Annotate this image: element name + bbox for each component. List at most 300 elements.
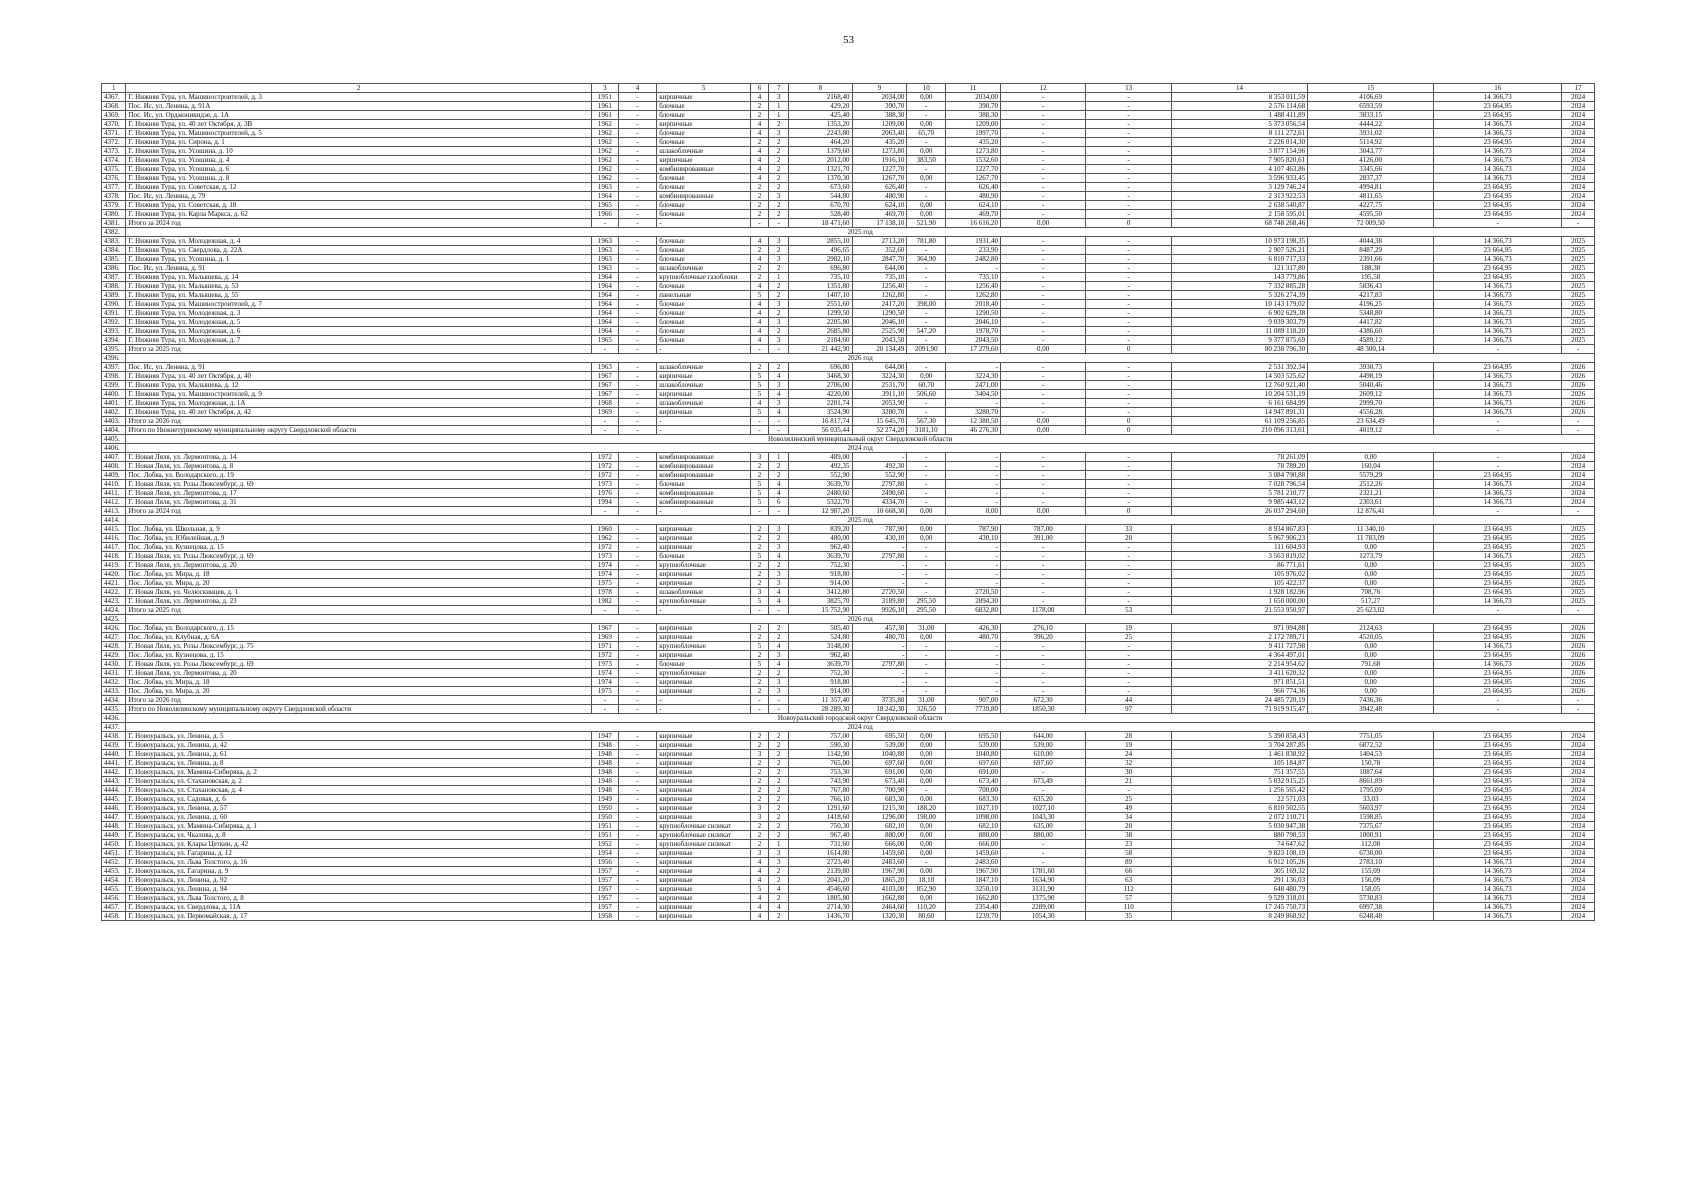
table-cell: кирпичные [657, 894, 751, 903]
table-cell: 700,00 [946, 786, 1001, 795]
table-cell: - [750, 606, 768, 615]
table-cell: Г. Новоуральск, ул. Мамина-Сибиряка, д. 2 [126, 768, 592, 777]
table-cell: - [852, 678, 907, 687]
table-cell: 1239,70 [946, 912, 1001, 921]
table-cell: 2999,70 [1308, 399, 1434, 408]
table-cell: - [852, 570, 907, 579]
table-cell: - [769, 705, 789, 714]
table-cell: 4372. [102, 138, 126, 147]
table-cell: Итого за 2026 год [126, 696, 592, 705]
table-cell: блочные [657, 480, 751, 489]
table-cell: 5 [750, 489, 768, 498]
table-cell: - [618, 264, 657, 273]
table-cell: 429,20 [789, 102, 852, 111]
table-cell: 4220,00 [789, 390, 852, 399]
table-cell: 1 256 565,42 [1171, 786, 1307, 795]
table-cell: 2 [750, 273, 768, 282]
table-cell: 539,00 [852, 741, 907, 750]
table-cell: 25 623,02 [1308, 606, 1434, 615]
table-cell: - [907, 498, 946, 507]
table-cell: 6872,52 [1308, 741, 1434, 750]
table-cell: 23 634,49 [1308, 417, 1434, 426]
table-cell: 2026 [1562, 678, 1595, 687]
table-cell: 156,09 [1308, 876, 1434, 885]
table-cell: 143 779,86 [1171, 273, 1307, 282]
table-cell: 23 664,95 [1434, 768, 1562, 777]
table-cell: - [1086, 273, 1171, 282]
table-cell: - [618, 669, 657, 678]
table-cell: 4374. [102, 156, 126, 165]
table-cell: 11 089 118,20 [1171, 327, 1307, 336]
table-cell: 1967 [592, 390, 618, 399]
table-cell: 10 668,30 [852, 507, 907, 516]
table-cell: 2 [769, 147, 789, 156]
table-cell: - [1434, 696, 1562, 705]
table-cell: Г. Нижняя Тура, ул. Малышева, д. 12 [126, 381, 592, 390]
table-cell: 14 366,73 [1434, 642, 1562, 651]
table-cell: 1964 [592, 282, 618, 291]
table-cell: - [618, 345, 657, 354]
table-cell: - [1000, 183, 1085, 192]
table-cell: 2026 год [126, 354, 1595, 363]
table-cell: - [618, 273, 657, 282]
table-cell: 4393. [102, 327, 126, 336]
table-cell: 4378. [102, 192, 126, 201]
table-cell: 5 832 915,25 [1171, 777, 1307, 786]
table-cell: 4421. [102, 579, 126, 588]
table-cell: 2024 [1562, 147, 1595, 156]
table-cell: 635,20 [1000, 795, 1085, 804]
table-cell: - [1086, 786, 1171, 795]
table-cell: 10 204 531,19 [1171, 390, 1307, 399]
table-cell: - [657, 606, 751, 615]
table-cell: 2201,74 [789, 399, 852, 408]
table-cell: Новоуральский городской округ Свердловской области [126, 714, 1595, 723]
table-cell: 0,00 [1308, 570, 1434, 579]
table-cell: 12 987,20 [789, 507, 852, 516]
table-cell: кирпичные [657, 633, 751, 642]
table-cell: 2024 [1562, 480, 1595, 489]
table-cell: 918,80 [789, 570, 852, 579]
table-cell: - [1000, 687, 1085, 696]
table-cell: - [618, 732, 657, 741]
table-cell: 5040,46 [1308, 381, 1434, 390]
table-row [102, 183, 1595, 192]
table-cell: 14 366,73 [1434, 408, 1562, 417]
table-row [102, 687, 1595, 696]
table-cell: - [1562, 417, 1595, 426]
table-cell: 23 664,95 [1434, 669, 1562, 678]
table-cell: 4406. [102, 444, 126, 453]
table-cell: 4 [750, 867, 768, 876]
table-cell: - [592, 417, 618, 426]
table-cell: 2797,80 [852, 552, 907, 561]
table-cell: 23 664,95 [1434, 273, 1562, 282]
table-cell: блочные [657, 255, 751, 264]
table-cell: 735,10 [946, 273, 1001, 282]
table-cell: - [618, 795, 657, 804]
table-cell: 14 947 891,31 [1171, 408, 1307, 417]
table-cell: комбинированные [657, 165, 751, 174]
table-cell: 2026 [1562, 651, 1595, 660]
table-cell: 2025 год [126, 228, 1595, 237]
table-cell: - [1000, 327, 1085, 336]
table-cell: 2 [769, 867, 789, 876]
table-cell: 3639,70 [789, 480, 852, 489]
table-cell: 5 [750, 372, 768, 381]
table-cell: - [1434, 426, 1562, 435]
table-cell: 14 366,73 [1434, 597, 1562, 606]
table-cell: 1227,70 [852, 165, 907, 174]
table-cell: 2026 [1562, 669, 1595, 678]
table-cell: - [618, 462, 657, 471]
table-cell: - [618, 777, 657, 786]
table-cell: 2024 [1562, 867, 1595, 876]
table-cell: 4 [750, 93, 768, 102]
table-cell: - [618, 309, 657, 318]
table-row [102, 345, 1595, 354]
table-cell: - [946, 651, 1001, 660]
table-cell: 2 [750, 210, 768, 219]
table-row [102, 804, 1595, 813]
table-cell: 914,00 [789, 579, 852, 588]
table-cell: 2026 [1562, 687, 1595, 696]
table-cell: 1975 [592, 579, 618, 588]
table-cell: 2 [769, 831, 789, 840]
table-cell: шлакоблочные [657, 588, 751, 597]
table-cell: - [1086, 327, 1171, 336]
table-cell: - [1086, 129, 1171, 138]
table-row [102, 462, 1595, 471]
table-cell: кирпичные [657, 849, 751, 858]
table-row [102, 210, 1595, 219]
table-cell: 962,40 [789, 651, 852, 660]
table-cell: Г. Нижняя Тура, ул. Сирона, д. 1 [126, 138, 592, 147]
table-cell: - [1086, 471, 1171, 480]
table-cell: 2025 [1562, 552, 1595, 561]
table-cell: 2063,40 [852, 129, 907, 138]
table-cell: 4 [750, 894, 768, 903]
table-cell: 2046,10 [852, 318, 907, 327]
table-cell: 2 [750, 201, 768, 210]
table-cell: Г. Новая Ляля, ул. Лермонтова, д. 8 [126, 462, 592, 471]
table-cell: 2 [750, 561, 768, 570]
table-cell: кирпичные [657, 858, 751, 867]
table-cell: 552,90 [789, 471, 852, 480]
table-cell: 295,50 [907, 597, 946, 606]
table-cell: 5114,92 [1308, 138, 1434, 147]
table-cell: 4217,83 [1308, 291, 1434, 300]
table-cell: 0,00 [1000, 219, 1085, 228]
table-row [102, 426, 1595, 435]
table-cell: 2 [750, 138, 768, 147]
table-cell: 352,60 [852, 246, 907, 255]
table-cell: - [1000, 255, 1085, 264]
table-row [102, 795, 1595, 804]
table-cell: 326,50 [907, 705, 946, 714]
table-cell: Г. Новая Ляля, ул. Лермонтова, д. 20 [126, 669, 592, 678]
table-cell: 1351,80 [789, 282, 852, 291]
table-row [102, 192, 1595, 201]
table-cell: 34 [1086, 813, 1171, 822]
table-cell: 3181,10 [907, 426, 946, 435]
table-cell: 23 664,95 [1434, 687, 1562, 696]
table-cell: 2024 [1562, 912, 1595, 921]
table-cell: 3 [769, 129, 789, 138]
table-cell: 14 503 525,62 [1171, 372, 1307, 381]
table-cell: 1963 [592, 183, 618, 192]
table-cell: 1976 [592, 489, 618, 498]
table-cell: 4402. [102, 408, 126, 417]
table-cell: 2490,60 [852, 489, 907, 498]
table-cell: - [618, 687, 657, 696]
table-cell: - [852, 543, 907, 552]
table-cell: - [1086, 201, 1171, 210]
table-cell: кирпичные [657, 579, 751, 588]
table-cell: - [618, 813, 657, 822]
table-cell: 2024 [1562, 849, 1595, 858]
table-cell: 2025 [1562, 579, 1595, 588]
table-cell: 1950 [592, 804, 618, 813]
table-cell: 4106,69 [1308, 93, 1434, 102]
table-cell: 2 [750, 543, 768, 552]
table-cell: комбинированные [657, 489, 751, 498]
table-row [102, 831, 1595, 840]
table-cell: 4498,19 [1308, 372, 1434, 381]
table-cell: 2 [769, 777, 789, 786]
table-cell: 6730,00 [1308, 849, 1434, 858]
table-cell: 2026 [1562, 363, 1595, 372]
table-cell: - [750, 705, 768, 714]
table-cell: - [1562, 705, 1595, 714]
table-cell: - [592, 507, 618, 516]
table-cell: - [1086, 687, 1171, 696]
table-cell: - [618, 597, 657, 606]
table-cell: Пос. Лобва, ул. Клубная, д. 6А [126, 633, 592, 642]
table-cell: 1968 [592, 399, 618, 408]
table-cell: 0,00 [907, 840, 946, 849]
table-cell: - [852, 561, 907, 570]
table-cell: 2 [769, 291, 789, 300]
table-cell: 0,00 [907, 525, 946, 534]
table-cell: 2797,80 [852, 660, 907, 669]
table-cell: - [618, 210, 657, 219]
table-cell: 5 [750, 597, 768, 606]
table-cell: 435,20 [946, 138, 1001, 147]
table-cell: Г. Новоуральск, ул. Ленина, д. 57 [126, 804, 592, 813]
table-cell: 388,30 [852, 111, 907, 120]
table-cell: 2025 [1562, 273, 1595, 282]
table-cell: 1532,60 [946, 156, 1001, 165]
table-cell: 4411. [102, 489, 126, 498]
table-cell: 11 340,10 [1308, 525, 1434, 534]
table-row [102, 750, 1595, 759]
table-cell: - [946, 480, 1001, 489]
table-cell: 9 039 303,79 [1171, 318, 1307, 327]
table-cell: 2 [750, 363, 768, 372]
table-cell: 1662,80 [946, 894, 1001, 903]
table-cell: 5 [750, 885, 768, 894]
table-cell: 1098,00 [946, 813, 1001, 822]
table-cell: 2025 [1562, 318, 1595, 327]
table-cell: 1916,10 [852, 156, 907, 165]
table-cell: 1273,79 [1308, 552, 1434, 561]
table-cell: кирпичные [657, 651, 751, 660]
table-cell: 4 [769, 408, 789, 417]
section-row [102, 435, 1595, 444]
table-cell: Г. Новоуральск, ул. Клары Цеткин, д. 42 [126, 840, 592, 849]
table-cell: 4400. [102, 390, 126, 399]
table-cell: - [1000, 237, 1085, 246]
table-cell: 3931,02 [1308, 129, 1434, 138]
table-cell: Г. Новоуральск, ул. Стахановская, д. 4 [126, 786, 592, 795]
table-cell: 23 664,95 [1434, 795, 1562, 804]
table-cell: 695,50 [852, 732, 907, 741]
table-cell: 1418,60 [789, 813, 852, 822]
table-cell: Итого за 2024 год [126, 219, 592, 228]
table-cell: Г. Новая Ляля, ул. Лермонтова, д. 23 [126, 597, 592, 606]
table-row [102, 219, 1595, 228]
table-cell: 1256,40 [946, 282, 1001, 291]
table-cell: крупноблочные силикат [657, 831, 751, 840]
table-cell: - [907, 543, 946, 552]
table-cell: 5603,97 [1308, 804, 1434, 813]
table-cell: 6832,80 [946, 606, 1001, 615]
table-cell: 1997,70 [946, 129, 1001, 138]
table-cell: Г. Новая Ляля, ул. Лермонтова, д. 31 [126, 498, 592, 507]
table-cell: 21 442,90 [789, 345, 852, 354]
table-cell: 2 638 540,87 [1171, 201, 1307, 210]
table-cell: 2024 [1562, 462, 1595, 471]
table-cell: - [1086, 381, 1171, 390]
table-cell: блочные [657, 174, 751, 183]
table-cell: 195,58 [1308, 273, 1434, 282]
table-cell: 1209,00 [946, 120, 1001, 129]
table-cell: - [1086, 399, 1171, 408]
table-cell: 3 563 819,02 [1171, 552, 1307, 561]
table-cell: 971 851,51 [1171, 678, 1307, 687]
table-row [102, 651, 1595, 660]
table-cell: 2 [769, 669, 789, 678]
table-cell: 1973 [592, 660, 618, 669]
table-cell: 1296,00 [852, 813, 907, 822]
table-cell: 2480,60 [789, 489, 852, 498]
table-cell: 0,00 [907, 372, 946, 381]
table-cell: 2 [750, 111, 768, 120]
table-row [102, 642, 1595, 651]
table-cell: 4436. [102, 714, 126, 723]
table-cell: - [907, 858, 946, 867]
table-cell: Итого за 2025 год [126, 345, 592, 354]
table-cell: 2053,90 [852, 399, 907, 408]
table-cell: 2024 [1562, 174, 1595, 183]
table-cell: 731,60 [789, 840, 852, 849]
table-cell: 752,30 [789, 669, 852, 678]
table-cell: - [1000, 201, 1085, 210]
table-row [102, 588, 1595, 597]
table-cell: 63 [1086, 876, 1171, 885]
table-cell: 425,40 [789, 111, 852, 120]
table-cell: 492,35 [789, 462, 852, 471]
table-cell: 5348,80 [1308, 309, 1434, 318]
table-cell: - [1000, 651, 1085, 660]
table-cell: 233,90 [946, 246, 1001, 255]
table-cell: Пос. Лобва, ул. Кузнецова, д. 15 [126, 651, 592, 660]
table-cell: - [618, 318, 657, 327]
table-cell: - [618, 768, 657, 777]
table-cell: 2025 [1562, 282, 1595, 291]
table-cell: Г. Новоуральск, ул. Ленина, д. 8 [126, 759, 592, 768]
table-cell: 2483,60 [852, 858, 907, 867]
table-cell: 20 [1086, 534, 1171, 543]
table-cell: 2525,90 [852, 327, 907, 336]
table-cell: - [1000, 786, 1085, 795]
table-cell: - [1562, 345, 1595, 354]
table-cell: - [1000, 453, 1085, 462]
table-cell: 4811,65 [1308, 192, 1434, 201]
table-cell: 1974 [592, 678, 618, 687]
table-cell: 2 [750, 462, 768, 471]
table-cell: 160,04 [1308, 462, 1434, 471]
table-cell: 1963 [592, 255, 618, 264]
table-cell: 435,20 [852, 138, 907, 147]
table-cell: - [1000, 669, 1085, 678]
table-cell: 2024 [1562, 138, 1595, 147]
table-cell: 1967 [592, 624, 618, 633]
table-cell: 673,60 [789, 183, 852, 192]
table-cell: 4386. [102, 264, 126, 273]
table-cell: 672,30 [1000, 696, 1085, 705]
table-cell: 918,80 [789, 678, 852, 687]
table-cell: 291 136,03 [1171, 876, 1307, 885]
table-cell: - [618, 786, 657, 795]
table-cell: 2 [769, 246, 789, 255]
table-cell: 2184,60 [789, 336, 852, 345]
table-cell: 2243,80 [789, 129, 852, 138]
table-cell: 89 [1086, 858, 1171, 867]
table-cell: 1964 [592, 192, 618, 201]
table-cell: 4428. [102, 642, 126, 651]
table-cell: 1634,90 [1000, 876, 1085, 885]
table-cell: 4 [750, 129, 768, 138]
table-cell: 5 [750, 660, 768, 669]
table-cell: 2024 [1562, 489, 1595, 498]
table-cell: 2 [769, 795, 789, 804]
table-cell: 2025 [1562, 561, 1595, 570]
table-cell: - [907, 462, 946, 471]
table-cell: 3 [769, 192, 789, 201]
table-cell: 1 [769, 453, 789, 462]
table-cell: 4415. [102, 525, 126, 534]
table-cell: - [618, 804, 657, 813]
table-cell: 1972 [592, 543, 618, 552]
table-cell: 0 [1086, 219, 1171, 228]
table-cell: - [769, 219, 789, 228]
table-cell: 19 [1086, 624, 1171, 633]
table-cell: кирпичные [657, 678, 751, 687]
table-cell: 1805,80 [789, 894, 852, 903]
table-cell: 2 [750, 741, 768, 750]
table-cell: - [1000, 660, 1085, 669]
table-cell: 2 [750, 534, 768, 543]
table-cell: - [1562, 426, 1595, 435]
table-cell: 3224,30 [946, 372, 1001, 381]
table-cell: крупноблочные [657, 597, 751, 606]
table-cell: 2 [769, 741, 789, 750]
table-cell: 2026 [1562, 390, 1595, 399]
table-cell: 188,20 [907, 804, 946, 813]
table-cell: блочные [657, 552, 751, 561]
